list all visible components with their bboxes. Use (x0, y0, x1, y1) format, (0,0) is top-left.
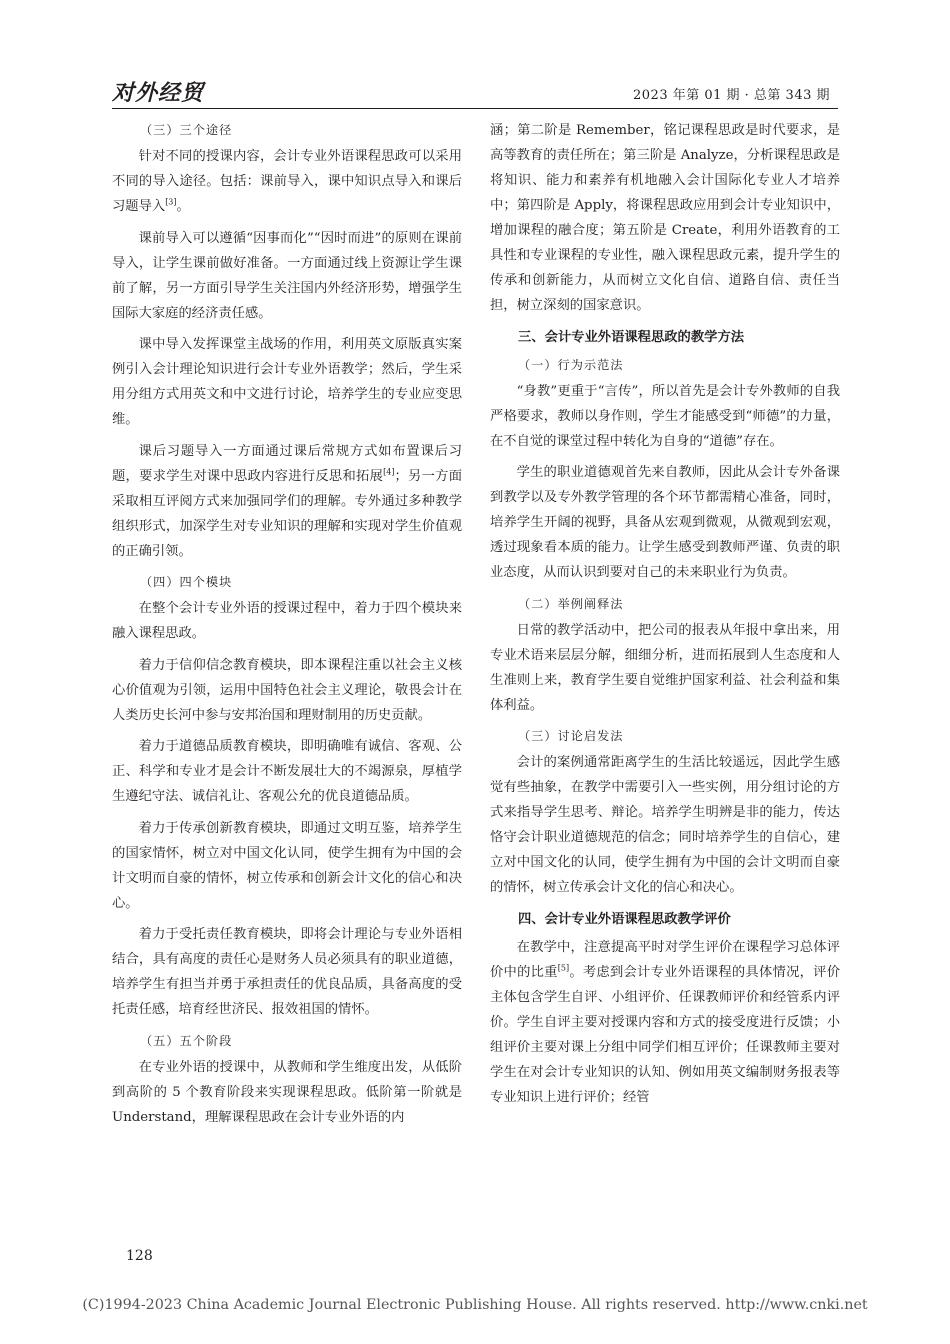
journal-logo: 对外经贸 (112, 80, 205, 106)
text: 在整个会计专业外语的授课过程中，着力于四个模块来融入课程思政。 (112, 601, 462, 641)
text: 学生的职业道德观首先来自教师，因此从会计专外备课到教学以及专外教学管理的各个环节都需精心准备，同时，培养学生开阔的视野，具备从宏观到微观，从微观到宏观，透过现象看本质的能力。让学生感受到教师严谨、负责的职业态度，从而认识到要对自己的未来职业行为负责。 (490, 465, 840, 580)
section-heading (490, 325, 840, 350)
text: 课后习题导入一方面通过课后常规方式如布置课后习题，要求学生对课中思政内容进行反思和拓展 (112, 443, 462, 484)
copyright-footer: (C)1994-2023 China Academic Journal Electronic Publishing House. All rights reserved. http://www.cnki.net (82, 1297, 868, 1313)
text: （三）讨论启发法 (518, 729, 624, 743)
header-rule (112, 108, 838, 109)
subheading (112, 118, 462, 142)
citation-ref: [5] (557, 963, 570, 973)
text: 三、会计专业外语课程思政的教学方法 (518, 329, 745, 345)
text: 着力于道德品质教育模块，即明确唯有诚信、客观、公正、科学和专业才是会计不断发展壮大的不竭源泉，厚植学生遵纪守法、诚信礼让、客观公允的优良道德品质。 (112, 739, 462, 804)
subheading (490, 353, 840, 377)
text-tail: ；另一方面采取相互评阅方式来加强同学们的理解。专外通过多种教学组织形式，加深学生对专业知识的理解和实现对学生价值观的正确引领。 (112, 468, 463, 559)
text-tail: 。考虑到会计专业外语课程的具体情况，评价主体包含学生自评、小组评价、任课教师评价和经管系内评价。学生自评主要对授课内容和方式的接受度进行反馈；小组评价主要对课上分组中同学们相互评价；任课教师主要对学生在对会计专业知识的认知、例如用英文编制财务报表等专业知识上进行评价；经管 (490, 964, 841, 1105)
right-column (490, 118, 840, 1116)
page-number: 128 (126, 1248, 153, 1264)
paragraph (490, 118, 840, 318)
paragraph (112, 816, 462, 916)
citation-ref: [3] (165, 197, 177, 207)
text: 会计的案例通常距离学生的生活比较遥远，因此学生感觉有些抽象，在教学中需要引入一些实例，用分组讨论的方式来指导学生思考、辩论。培养学生明辨是非的能力，传达恪守会计职业道德规范的信念；同时培养学生的自信心，建立对中国文化的认同，使学生拥有为中国的会计文明而自豪的情怀，树立传承会计文化的信心和决心。 (490, 755, 840, 895)
text: 日常的教学活动中，把公司的报表从年报中拿出来，用专业术语来层层分解，细细分析，进而拓展到人生态度和人生准则上来，教育学生要自觉维护国家利益、社会利益和集体利益。 (490, 622, 840, 713)
paragraph (112, 144, 462, 219)
text: 在教学中，注意提高平时对学生评价在课程学习总体评价中的比重 (490, 939, 840, 980)
paragraph (490, 618, 840, 718)
paragraph (112, 922, 462, 1022)
text: 着力于传承创新教育模块，即通过文明互鉴，培养学生的国家情怀，树立对中国文化认同，使学生拥有为中国的会计文明而自豪的情怀，树立传承和创新会计文化的信心和决心。 (112, 820, 462, 911)
paragraph (490, 935, 840, 1110)
paragraph (490, 379, 840, 454)
text: 着力于受托责任教育模块，即将会计理论与专业外语相结合，具有高度的责任心是财务人员必须具有的职业道德，培养学生有担当并勇于承担责任的优良品质，具备高度的受托责任感，培育经世济民、报效祖国的情怀。 (112, 927, 462, 1017)
text: 课中导入发挥课堂主战场的作用，利用英文原版真实案例引入会计理论知识进行会计专业外语教学；然后，学生采用分组方式用英文和中文进行讨论，培养学生的专业应变思维。 (112, 337, 462, 427)
paragraph (112, 1055, 462, 1130)
text: 针对不同的授课内容，会计专业外语课程思政可以采用不同的导入途径。包括：课前导入，课中知识点导入和课后习题导入 (112, 149, 462, 214)
subheading (490, 724, 840, 748)
text: 在专业外语的授课中，从教师和学生维度出发，从低阶到高阶的 5 个教育阶段来实现课程思政。低阶第一阶就是 Understand，理解课程思政在会计专业外语的内 (112, 1059, 462, 1125)
subheading (112, 1029, 462, 1053)
issue-info: 2023 年第 01 期 · 总第 343 期 (633, 88, 830, 103)
text: （三）三个途径 (140, 123, 233, 137)
text: 涵；第二阶是 Remember，铭记课程思政是时代要求，是高等教育的责任所在；第三阶是 Analyze，分析课程思政是将知识、能力和素养有机地融入会计国际化专业人才培养中；第四阶是 Apply，将课程思政应用到会计专业知识中，增加课程的融合度；第五阶是 Create，利用外语教育的工具性和专业课程的专业性，融入课程思政元素，提升学生的传承和创新能力，从而树立文化自信、道路自信、责任当担，树立深刻的国家意识。 (490, 123, 840, 313)
paragraph (112, 653, 462, 728)
citation-ref: [4] (383, 467, 395, 477)
paragraph (112, 332, 462, 432)
text: （四）四个模块 (140, 575, 233, 589)
subheading (112, 570, 462, 594)
text: 着力于信仰信念教育模块，即本课程注重以社会主义核心价值观为引领，运用中国特色社会主义理论，敬畏会计在人类历史长河中参与安邦治国和理财制用的历史贡献。 (112, 657, 462, 723)
paragraph (112, 226, 462, 326)
section-heading (490, 907, 840, 932)
text: 四、会计专业外语课程思政教学评价 (518, 911, 731, 927)
text: 课前导入可以遵循“因事而化”“因时而进”的原则在课前导入，让学生课前做好准备。一方面通过线上资源让学生课前了解，另一方面引导学生关注国内外经济形势，增强学生国际大家庭的经济责任感。 (112, 230, 462, 321)
subheading (490, 592, 840, 616)
text: （五）五个阶段 (140, 1033, 233, 1048)
text: （二）举例阐释法 (518, 596, 624, 611)
text: （一）行为示范法 (518, 357, 624, 372)
paragraph (490, 750, 840, 900)
paragraph (490, 460, 840, 585)
paragraph (112, 596, 462, 646)
paragraph (112, 439, 462, 564)
left-column (112, 118, 462, 1136)
paragraph (112, 734, 462, 809)
text-tail: 。 (176, 199, 190, 214)
text: “身教”更重于“言传”，所以首先是会计专外教师的自我严格要求，教师以身作则，学生才能感受到“师德”的力量，在不自觉的课堂过程中转化为自身的“道德”存在。 (490, 383, 840, 449)
